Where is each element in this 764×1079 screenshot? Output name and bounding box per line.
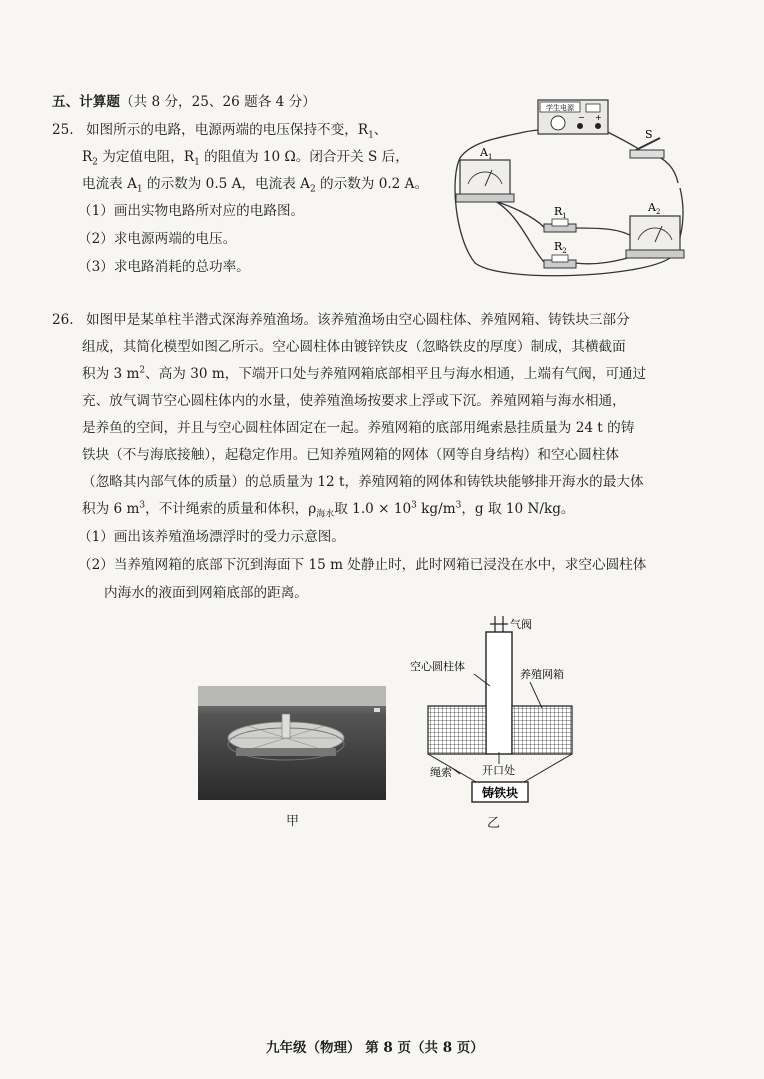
rope-label: 绳索 — [430, 766, 452, 779]
cage-label: 养殖网箱 — [520, 668, 564, 681]
resistor-r1 — [544, 205, 576, 232]
valve-label: 气阀 — [510, 618, 532, 631]
power-supply — [538, 100, 608, 134]
ammeter-a1 — [456, 146, 514, 202]
q25-line1: 25. 如图所示的电路，电源两端的电压保持不变，$R_1$、 — [52, 122, 388, 141]
a1-label: $A_1$ — [480, 146, 493, 161]
q26-sub2-line2: 内海水的液面到网箱底部的距离。 — [104, 585, 308, 601]
r2-label: $R_2$ — [554, 240, 567, 255]
net-cage-right — [512, 706, 572, 754]
net-cage-left — [428, 706, 486, 754]
q25-number: 25. — [52, 122, 74, 138]
q25-sub2: （2）求电源两端的电压。 — [78, 231, 237, 247]
opening-label: 开口处 — [482, 764, 515, 777]
circuit-figure — [440, 88, 700, 286]
r1-label: $R_1$ — [554, 205, 567, 220]
switch-s — [630, 128, 664, 158]
page-footer: 九年级（物理） 第 8 页（共 8 页） — [266, 1040, 484, 1056]
q26-line6: 铁块（不与海底接触），起稳定作用。已知养殖网箱的网体（网等自身结构）和空心圆柱体 — [82, 447, 619, 463]
switch-label: S — [645, 128, 653, 141]
plus-terminal-label: + — [595, 113, 602, 122]
figure-jia-caption: 甲 — [286, 814, 300, 829]
q26-number: 26. — [52, 312, 74, 328]
q25-line3: 电流表 $A_1$ 的示数为 0.5 A，电流表 $A_2$ 的示数为 0.2 A。 — [82, 176, 429, 195]
q25-sub3: （3）求电路消耗的总功率。 — [78, 259, 250, 275]
figure-yi-caption: 乙 — [487, 816, 501, 831]
ammeter-a2 — [626, 201, 684, 258]
cylinder-label: 空心圆柱体 — [410, 660, 465, 673]
q26-line7: （忽略其内部气体的质量）的总质量为 12 t，养殖网箱的网体和铸铁块能够排开海水的最大体 — [82, 474, 644, 490]
q26-sub1: （1）画出该养殖渔场漂浮时的受力示意图。 — [78, 529, 345, 545]
q25-line2: $R_2$ 为定值电阻，$R_1$ 的阻值为 10 Ω。闭合开关 S 后， — [82, 149, 409, 168]
power-supply-label: 学生电源 — [546, 104, 574, 112]
q26-line8: 积为 6 $m^3$，不计绳索的质量和体积，$\rho_{海水}$取 $1.0 \times 10^3$ $kg/m^3$，g 取 10 N/kg。 — [82, 500, 575, 520]
q26-sub2-line1: （2）当养殖网箱的底部下沉到海面下 15 m 处静止时，此时网箱已浸没在水中，求空心圆柱体 — [78, 557, 647, 573]
section-title: 五、计算题 — [52, 94, 120, 110]
hollow-cylinder — [486, 632, 512, 754]
a2-label: $A_2$ — [648, 201, 661, 216]
q26-line4: 充、放气调节空心圆柱体内的水量，使养殖渔场按要求上浮或下沉。养殖网箱与海水相通， — [82, 393, 626, 409]
q25-sub1: （1）画出实物电路所对应的电路图。 — [78, 203, 305, 219]
q26-line3: 积为 3 $m^2$、高为 30 m，下端开口处与养殖网箱底部相平且与海水相通，上端有气阀，可通过 — [82, 365, 647, 382]
q26-line1: 26. 如图甲是某单柱半潜式深海养殖渔场。该养殖渔场由空心圆柱体、养殖网箱、铸铁块三部分 — [52, 312, 630, 328]
fish-farm-photo — [198, 686, 386, 800]
q26-line5: 是养鱼的空间，并且与空心圆柱体固定在一起。养殖网箱的底部用绳索悬挂质量为 24 t 的铸 — [82, 420, 635, 436]
minus-terminal-label: − — [578, 113, 585, 122]
q26-line2: 组成，其简化模型如图乙所示。空心圆柱体由镀锌铁皮（忽略铁皮的厚度）制成，其横截面 — [82, 339, 626, 355]
model-diagram — [410, 612, 610, 834]
section-heading — [52, 96, 316, 110]
block-label: 铸铁块 — [481, 786, 519, 800]
resistor-r2 — [544, 240, 576, 268]
section-note: （共 8 分，25、26 题各 4 分） — [119, 94, 316, 110]
